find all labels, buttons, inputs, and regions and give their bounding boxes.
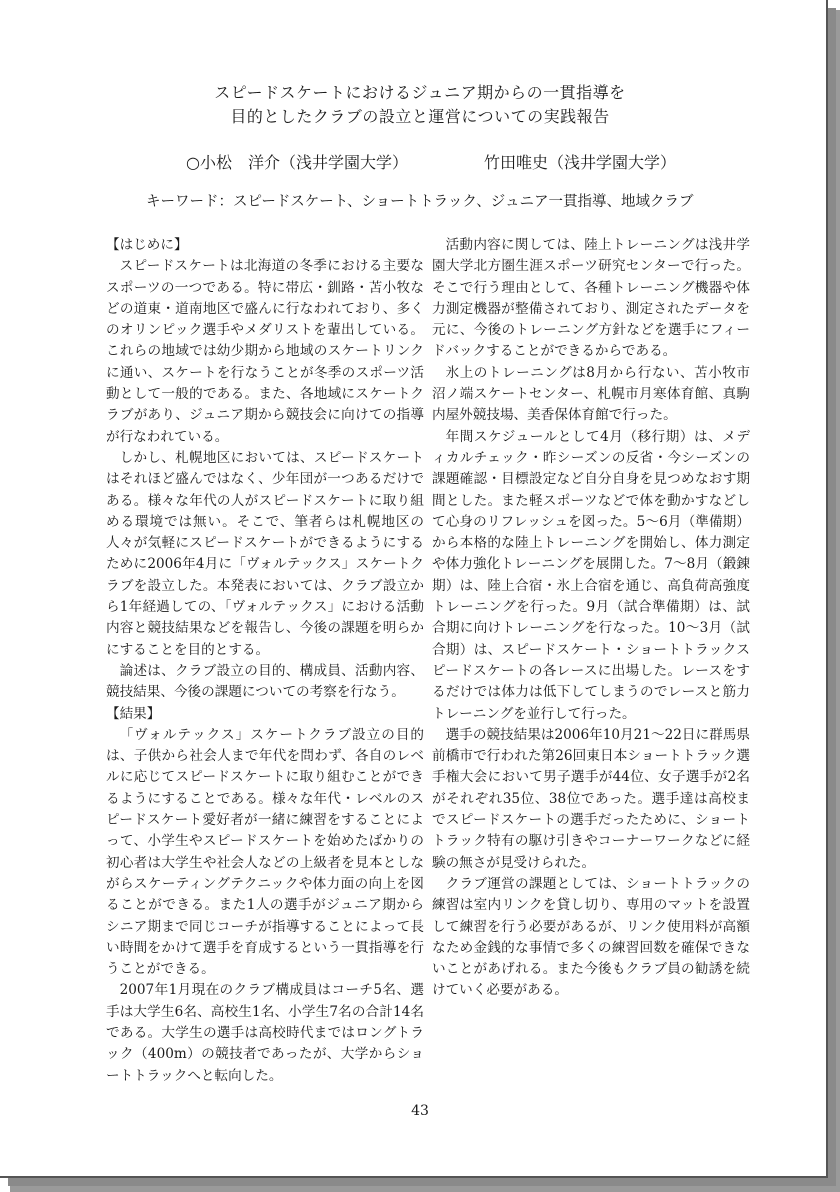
author-1: ○小松 洋介（浅井学園大学） <box>186 153 408 172</box>
body-paragraph: しかし、札幌地区においては、スピードスケートはそれほど盛んではなく、少年団が一つあるだけである。様々な年代の人がスピードスケートに取り組める環境では無い。そこで、筆者らは札幌地区の人々が気軽にスピードスケートができるようにするために2006年4月に「ヴォルテックス」スケートクラブを設立した。本発表においては、クラブ設立から1年経過しての、「ヴォルテックス」における活動内容と競技結果などを報告し、今後の課題を明らかにすることを目的とする。 <box>106 449 424 658</box>
body-paragraph: 論述は、クラブ設立の目的、構成員、活動内容、競技結果、今後の課題についての考察を行なう。 <box>106 662 424 701</box>
body-paragraph: 「ヴォルテックス」スケートクラブ設立の目的は、子供から社会人まで年代を問わず、各自のレベルに応じてスピードスケートに取り組むことができるようにすることである。様々な年代・レベルのスピードスケート愛好者が一緒に練習をすることによって、小学生やスピードスケートを始めたばかりの初心者は大学生や社会人などの上級者を見本としながらスケーティングテクニックや体力面の向上を図ることができる。また1人の選手がジュニア期からシニア期まで同じコーチが指導することによって長い時間をかけて選手を育成するという一貫指導を行うことができる。 <box>106 726 424 978</box>
section-heading: 【はじめに】 <box>106 237 188 253</box>
body-paragraph: 2007年1月現在のクラブ構成員はコーチ5名、選手は大学生6名、高校生1名、小学生7名の合計14名である。大学生の選手は高校時代まではロングトラック（400m）の競技者であったが、大学からショートトラックへと転向した。 <box>106 982 424 1084</box>
left-column <box>106 235 424 1087</box>
paper-title-line-1: スピードスケートにおけるジュニア期からの一貫指導を <box>214 83 626 102</box>
section-heading: 【結果】 <box>106 705 161 722</box>
body-paragraph: スピードスケートは北海道の冬季における主要なスポーツの一つである。特に帯広・釧路・苫小牧などの道東・道南地区で盛んに行なわれており、多くのオリンピック選手やメダリストを輩出している。これらの地域では幼少期から地域のスケートリンクに通い、スケートを行なうことが冬季のスポーツ活動として一般的である。また、各地域にスケートクラブがあり、ジュニア期から競技会に向けての指導が行なわれている。 <box>106 258 424 445</box>
page-shadow-bottom <box>10 1178 840 1192</box>
page-number: 43 <box>411 1103 429 1119</box>
body-paragraph: 選手の競技結果は2006年10月21～22日に群馬県前橋市で行われた第26回東日本ショートトラック選手権大会において男子選手が44位、女子選手が2名がそれぞれ35位、38位であった。選手達は高校までスピードスケートの選手だったために、ショートトラック特有の駆け引きやコーナーワークなどに経験の無さが見受けられた。 <box>432 726 750 871</box>
page-shadow-right <box>828 10 840 1192</box>
author-2: 竹田唯史（浅井学園大学） <box>484 153 677 172</box>
body-paragraph: 活動内容に関しては、陸上トレーニングは浅井学園大学北方圏生涯スポーツ研究センターで行った。そこで行う理由として、各種トレーニング機器や体力測定機器が整備されており、測定されたデータを元に、今後のトレーニング方針などを選手にフィードバックすることができるからである。 <box>432 237 750 360</box>
body-paragraph: 年間スケジュールとして4月（移行期）は、メディカルチェック・昨シーズンの反省・今シーズンの課題確認・目標設定など自分自身を見つめなおす期間とした。また軽スポーツなどで体を動かすなどして心身のリフレッシュを図った。5～6月（準備期）から本格的な陸上トレーニングを開始し、体力測定や体力強化トレーニングを展開した。7～8月（鍛錬期）は、陸上合宿・氷上合宿を通じ、高負荷高強度トレーニングを行った。9月（試合準備期）は、試合期に向けトレーニングを行なった。10～3月（試合期）は、スピードスケート・ショートトラックスピードスケートの各レースに出場した。レースをするだけでは体力は低下してしまうのでレースと筋力トレーニングを並行して行った。 <box>432 428 750 722</box>
right-column <box>432 235 750 1002</box>
body-paragraph: 氷上のトレーニングは8月から行ない、苫小牧市沼ノ端スケートセンター、札幌市月寒体育館、真駒内屋外競技場、美香保体育館で行った。 <box>432 364 750 424</box>
paper-title-line-2: 目的としたクラブの設立と運営についての実践報告 <box>230 107 610 126</box>
body-paragraph: クラブ運営の課題としては、ショートトラックの練習は室内リンクを貸し切り、専用のマットを設置して練習を行う必要があるが、リンク使用料が高額なため金銭的な事情で多くの練習回数を確保できないことがあげれる。また今後もクラブ員の勧誘を続けていく必要がある。 <box>432 875 750 999</box>
keywords-line: キーワード：スピードスケート、ショートトラック、ジュニア一貫指導、地域クラブ <box>146 194 694 210</box>
